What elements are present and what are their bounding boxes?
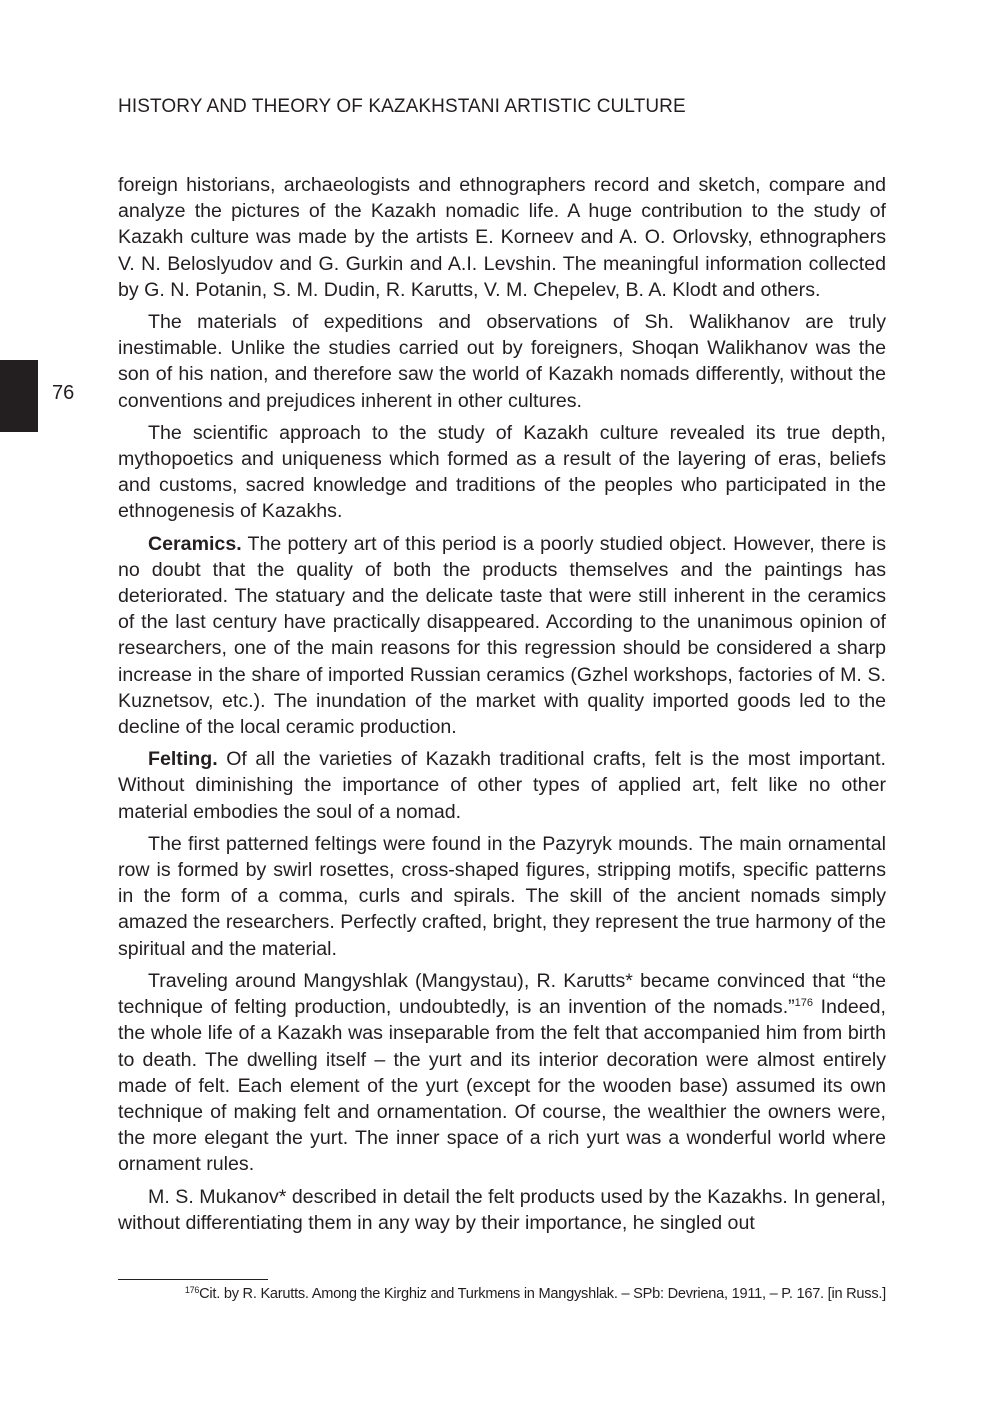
page-edge-tab <box>0 360 38 432</box>
page-number: 76 <box>52 382 75 404</box>
paragraph-3: The scientific approach to the study of Kazakh culture revealed its true depth, mythopoetics and uniqueness which formed as a result of the layering of eras, beliefs and customs, sacred knowledge and traditions of the peoples who participated in the ethnogenesis of Kazakhs. <box>118 421 886 523</box>
footnote-reference: 176 <box>794 997 814 1010</box>
footnote-text: Cit. by R. Karutts. Among the Kirghiz and Turkmens in Mangyshlak. – SPb: Devriena, 1911, – P. 167. [in Russ.] <box>199 1286 886 1302</box>
paragraph-2: The materials of expeditions and observations of Sh. Walikhanov are truly inestimable. Unlike the studies carried out by foreigners, Shoqan Walikhanov was the son of his nation, and therefore saw the world of Kazakh nomads differently, without the conventions and prejudices inherent in other cultures. <box>118 311 886 412</box>
paragraph-felting-text: Of all the varieties of Kazakh traditional crafts, felt is the most important. Without diminishing the importance of other types of applied art, felt like no other material embodies the soul of a nomad. <box>118 748 886 823</box>
paragraph-6: The first patterned feltings were found in the Pazyryk mounds. The main ornamental row is formed by swirl rosettes, cross-shaped figures, stripping motifs, specific patterns in the form of a comma, curls and spirals. The skill of the ancient nomads simply amazed the researchers. Perfectly crafted, bright, they represent the true harmony of the spiritual and the material. <box>118 832 886 960</box>
section-heading-felting: Felting. <box>148 748 218 771</box>
footnote-divider <box>118 1279 268 1280</box>
running-header: HISTORY AND THEORY OF KAZAKHSTANI ARTISTIC CULTURE <box>118 96 686 117</box>
paragraph-7-text-after: Indeed, the whole life of a Kazakh was inseparable from the felt that accompanied him from birth to death. The dwelling itself – the yurt and its interior decoration were almost entirely made of felt. Each element of the yurt (except for the wooden base) assumed its own technique of making felt and ornamentation. Of course, the wealthier the owners were, the more elegant the yurt. The inner space of a rich yurt was a wonderful world where ornament rules. <box>118 996 886 1176</box>
paragraph-ceramics-text: The pottery art of this period is a poorly studied object. However, there is no doubt that the quality of both the products themselves and the paintings has deteriorated. The statuary and the delicate taste that were still inherent in the ceramics of the last century have practically disappeared. According to the unanimous opinion of researchers, one of the main reasons for this regression should be considered a sharp increase in the share of imported Russian ceramics (Gzhel workshops, factories of M. S. Kuznetsov, etc.). The inundation of the market with quality imported goods led to the decline of the local ceramic production. <box>118 532 886 739</box>
section-heading-ceramics: Ceramics. <box>148 532 242 555</box>
paragraph-7 <box>118 968 886 1178</box>
footnote <box>118 1285 886 1303</box>
paragraph-ceramics <box>118 531 886 741</box>
footnote-number: 176 <box>184 1285 200 1295</box>
paragraph-8: M. S. Mukanov* described in detail the felt products used by the Kazakhs. In general, without differentiating them in any way by their importance, he singled out <box>118 1185 886 1234</box>
paragraph-felting <box>118 746 886 825</box>
body-text <box>118 172 886 1242</box>
paragraph-7-text-before: Traveling around Mangyshlak (Mangystau), R. Karutts* became convinced that “the technique of felting production, undoubtedly, is an invention of the nomads.” <box>118 969 886 1019</box>
paragraph-1: foreign historians, archaeologists and ethnographers record and sketch, compare and analyze the pictures of the Kazakh nomadic life. A huge contribution to the study of Kazakh culture was made by the artists E. Korneev and A. O. Orlovsky, ethnographers V. N. Beloslyudov and G. Gurkin and A.I. Levshin. The meaningful information collected by G. N. Potanin, S. M. Dudin, R. Karutts, V. M. Chepelev, B. A. Klodt and others. <box>118 174 886 301</box>
